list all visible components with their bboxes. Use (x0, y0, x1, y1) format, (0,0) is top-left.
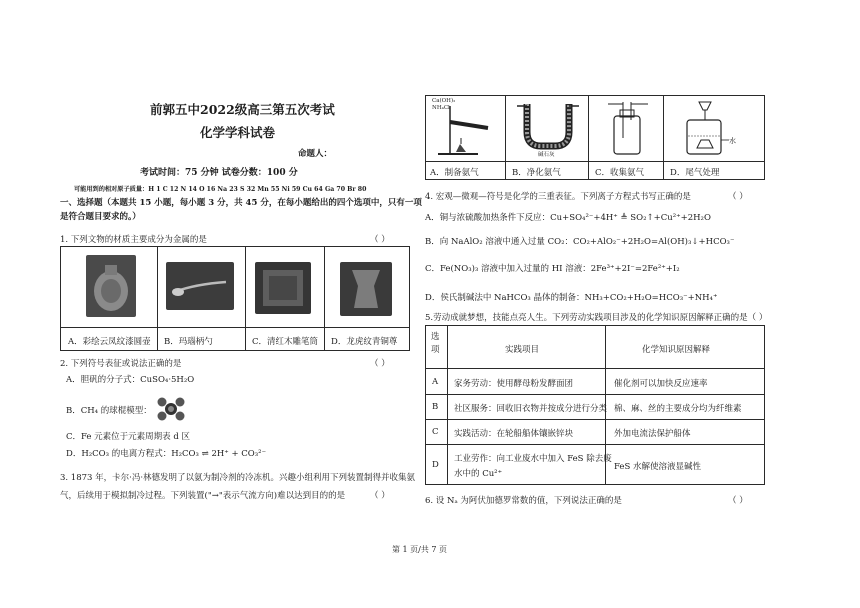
lacquer-pot-photo (86, 255, 136, 317)
q5-row-b-explanation: 棉、麻、丝的主要成分均为纤维素 (614, 404, 742, 414)
apparatus-option-c: C．收集氨气 (595, 168, 645, 178)
q5-header-explanation: 化学知识原因解释 (642, 345, 711, 355)
q5-header-project: 实践项目 (505, 345, 540, 355)
q4-option-a: A．铜与浓硫酸加热条件下反应：Cu+SO₄²⁻+4H⁺ ≜ SO₂↑+Cu²⁺+2H₂O (425, 213, 711, 223)
q4-answer-blank: （ ） (728, 192, 748, 202)
q5-row-a-option: A (432, 377, 439, 387)
bronze-zun-photo (340, 262, 392, 316)
q5-header-option: 选项 (431, 332, 440, 355)
u-tube-apparatus (515, 98, 581, 150)
q1-option-c: C．清红木雕笔筒 (252, 337, 319, 347)
q5-row-a-explanation: 催化剂可以加快反应速率 (614, 379, 708, 389)
section1-line2: 是符合题目要求的。） (60, 212, 141, 222)
exam-subject: 化学学科试卷 (200, 125, 276, 140)
q5-row-d-explanation: FeS 水解使溶液显碱性 (614, 462, 701, 472)
q2-answer-blank: （ ） (370, 359, 390, 369)
reagent-label: Ca(OH)₂ NH₄Cl (432, 98, 456, 111)
q6-answer-blank: （ ） (728, 496, 748, 506)
q3-line2: 气，后续用于模拟制冷过程。下列装置("→"表示气流方向)难以达到目的的是 (60, 491, 346, 501)
section1-line1: 一、选择题（本题共 15 小题，每小题 3 分，共 45 分，在每小题给出的四个选项中，只有一项 (60, 198, 422, 208)
q1-answer-blank: （ ） (370, 235, 390, 245)
q5-stem: 5.劳动成就梦想，技能点亮人生。下列劳动实践项目涉及的化学知识原因解释正确的是（ ） (425, 313, 768, 323)
q5-row-c-option: C (432, 427, 439, 437)
q5-row-a-project: 家务劳动：使用酵母粉发酵面团 (454, 379, 574, 389)
author-label: 命题人： (298, 149, 333, 159)
agate-spoon-photo (166, 262, 234, 310)
tail-gas-absorption (673, 98, 739, 158)
q5-row-b-project: 社区服务：回收旧衣物并按成分进行分类 (454, 404, 608, 414)
exam-title: 前郭五中2022级高三第五次考试 (150, 102, 335, 117)
q4-option-d: D．侯氏制碱法中 NaHCO₃ 晶体的制备：NH₃+CO₂+H₂O=HCO₃⁻+NH₄⁺ (425, 293, 718, 303)
q2-option-b: B．CH₄ 的球棍模型： (66, 406, 152, 416)
q5-row-b-option: B (432, 402, 439, 412)
q4-option-c: C．Fe(NO₃)₃ 溶液中加入过量的 HI 溶液：2Fe³⁺+2I⁻=2Fe²⁺+I₂ (425, 264, 680, 274)
q4-stem: 4. 宏观—微观—符号是化学的三重表征。下列离子方程式书写正确的是 (425, 192, 691, 202)
q3-line1: 3. 1873 年，卡尔·冯·林德发明了以氨为制冷剂的冷冻机。兴趣小组利用下列装置制得并收集氨 (60, 473, 416, 483)
atomic-masses: 可能用到的相对原子质量：H 1 C 12 N 14 O 16 Na 23 S 32 Mn 55 Ni 59 Cu 64 Ga 70 Br 80 (74, 186, 367, 193)
q5-row-d-project-line2: 水中的 Cu²⁺ (454, 469, 503, 479)
page-footer: 第 1 页/共 7 页 (392, 545, 448, 554)
apparatus-option-d: D．尾气处理 (670, 168, 720, 178)
q2-stem: 2. 下列符号表征或说法正确的是 (60, 359, 182, 369)
q2-option-c: C．Fe 元素位于元素周期表 d 区 (66, 432, 191, 442)
q4-option-b: B．向 NaAlO₂ 溶液中通入过量 CO₂：CO₂+AlO₂⁻+2H₂O=Al(OH)₃↓+HCO₃⁻ (425, 237, 735, 247)
q5-row-d-option: D (432, 460, 439, 470)
q2-option-d: D．H₂CO₃ 的电离方程式：H₂CO₃ ⇌ 2H⁺ + CO₃²⁻ (66, 449, 267, 459)
q5-row-d-project-line1: 工业劳作：向工业废水中加入 FeS 除去废 (454, 454, 612, 464)
apparatus-option-b: B．净化氨气 (512, 168, 561, 178)
q1-stem: 1. 下列文物的材质主要成分为金属的是 (60, 235, 207, 245)
soda-lime-label: 碱石灰 (538, 152, 555, 158)
q5-row-c-explanation: 外加电流法保护船体 (614, 429, 691, 439)
ch4-ball-stick-model (156, 396, 186, 422)
q1-option-a: A．彩绘云凤纹漆圆壶 (68, 337, 151, 347)
gas-collection-bottle (598, 98, 658, 158)
q6-stem: 6. 设 Nₐ 为阿伏加德罗常数的值，下列说法正确的是 (425, 496, 622, 506)
q1-option-b: B．玛瑙柄勺 (164, 337, 213, 347)
q5-row-c-project: 实践活动：在轮船船体镶嵌锌块 (454, 429, 574, 439)
exam-info: 考试时间：75 分钟 试卷分数：100 分 (140, 168, 298, 178)
q3-answer-blank: （ ） (370, 491, 390, 501)
q1-option-d: D．龙虎纹青铜尊 (331, 337, 398, 347)
apparatus-option-a: A．制备氨气 (430, 168, 479, 178)
q2-option-a: A．胆矾的分子式：CuSO₄·5H₂O (66, 375, 195, 385)
brush-pot-photo (255, 262, 311, 314)
water-label: 水 (729, 137, 736, 145)
